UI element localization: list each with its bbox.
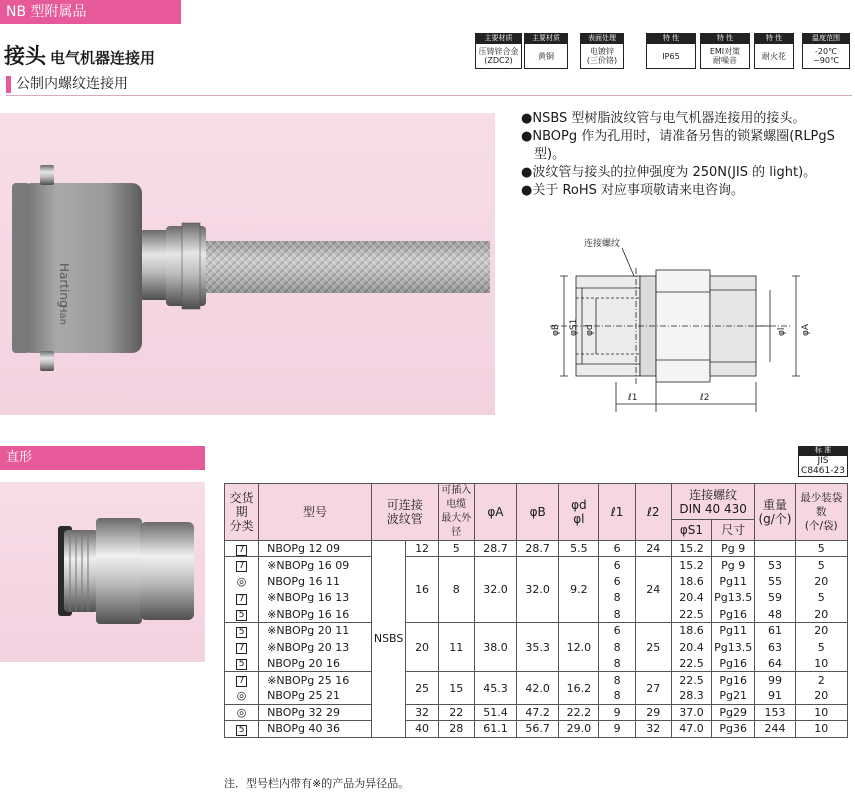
table-row: 5 ※NBOPg 20 11 20 11 38.0 35.3 12.0 6 25 18.6 Pg11 61 20	[225, 622, 848, 638]
section-subtitle: 公制内螺纹连接用	[6, 74, 852, 96]
class-badge: ◎	[225, 704, 259, 720]
class-badge: 5	[236, 627, 247, 638]
svg-text:Harting: Harting	[57, 263, 71, 308]
title-sub: 电气机器连接用	[50, 49, 156, 67]
model-cell: ※NBOPg 16 16	[259, 606, 372, 622]
col-conduit: 可连接 波纹管	[371, 484, 438, 541]
table-row: 5 ※NBOPg 16 16 8 22.5 Pg16 48 20	[225, 606, 848, 622]
col-phiS1: φS1	[671, 520, 711, 541]
svg-text:Han: Han	[57, 305, 68, 325]
col-weight: 重量 (g/个)	[755, 484, 795, 541]
feature-list	[521, 110, 841, 200]
dim-phid: φd	[585, 324, 595, 336]
col-max-od: 可插入 电缆 最大外径	[438, 484, 474, 541]
col-l2: ℓ2	[635, 484, 671, 541]
dimension-diagram	[540, 232, 850, 420]
table-row: 5 NBOPg 40 36 40 28 61.1 56.7 29.0 9 32 47.0 Pg36 244 10	[225, 721, 848, 737]
class-badge: 7	[236, 561, 247, 572]
model-cell: ※NBOPg 20 13	[259, 639, 372, 655]
col-phiA: φA	[474, 484, 516, 541]
table-row: 7 ※NBOPg 25 16 25 15 45.3 42.0 16.2 8 27 22.5 Pg16 99 2	[225, 672, 848, 688]
callout-label: 连接螺纹	[584, 239, 621, 249]
col-phiB: φB	[517, 484, 559, 541]
table-row: ◎ NBOPg 32 29 32 22 51.4 47.2 22.2 9 29 37.0 Pg29 153 10	[225, 704, 848, 720]
class-badge: ◎	[225, 573, 259, 589]
footnote: 注．型号栏内带有※的产品为异径品。	[224, 777, 410, 790]
model-cell: NBOPg 16 11	[259, 573, 372, 589]
spec-feature-spark: 特 性 耐火花	[754, 33, 794, 69]
table-row: 7 ※NBOPg 16 09 16 8 32.0 32.0 9.2 6 24 15.2 Pg 9 53 5	[225, 557, 848, 573]
model-cell: NBOPg 32 29	[259, 704, 372, 720]
feature-item: ●波纹管与接头的拉伸强度为 250N(JIS 的 light)。	[521, 165, 817, 180]
table-row: ◎ NBOPg 25 21 8 28.3 Pg21 91 20	[225, 688, 848, 704]
class-badge: 7	[236, 643, 247, 654]
table-row: 7 NBOPg 12 09 NSBS 12 5 28.7 28.7 5.5 6 24 15.2 Pg 9 5	[225, 541, 848, 557]
spec-table	[224, 483, 848, 738]
model-cell: ※NBOPg 25 16	[259, 672, 372, 688]
title-main: 接头	[4, 44, 46, 68]
straight-product-photo	[0, 482, 205, 662]
table-row: ◎ NBOPg 16 11 6 18.6 Pg11 55 20	[225, 573, 848, 589]
model-cell: ※NBOPg 20 11	[259, 622, 372, 638]
page-title	[4, 40, 155, 70]
class-badge: 5	[236, 610, 247, 621]
class-badge: 7	[236, 545, 247, 556]
spec-material-1: 主要材质 压铸锌合金 (ZDC2)	[475, 33, 522, 69]
spec-surface: 表面处理 电镀锌 (三价铬)	[580, 33, 624, 69]
table-row: 7 ※NBOPg 16 13 8 20.4 Pg13.5 59 5	[225, 590, 848, 606]
fitting-illustration	[0, 482, 205, 662]
dim-phiB: φB	[551, 323, 561, 336]
dim-l2: ℓ2	[700, 393, 710, 403]
spec-temperature: 温度范围 -20℃ ~90℃	[802, 33, 850, 69]
product-photo	[0, 113, 495, 415]
spec-feature-emi: 特 性 EMI对策 耐噪音	[700, 33, 750, 69]
col-phid: φd φl	[559, 484, 599, 541]
spec-feature-ip: 特 性 IP65	[646, 33, 696, 69]
dim-l1: ℓ1	[628, 393, 638, 403]
model-cell: NBOPg 25 21	[259, 688, 372, 704]
dim-phiA: φA	[801, 323, 811, 336]
standard-box: 标 准 JIS C8461-23	[798, 446, 848, 477]
model-cell: NBOPg 20 16	[259, 655, 372, 671]
model-cell: ※NBOPg 16 13	[259, 590, 372, 606]
spec-material-2: 主要材质 黄铜	[524, 33, 568, 69]
col-class: 交货期 分类	[225, 484, 259, 541]
feature-item: ●NBOPg 作为孔用时，请准备另售的锁紧螺圈(RLPgS 型)。	[521, 129, 835, 162]
dim-phiS1: φS1	[569, 318, 579, 336]
col-l1: ℓ1	[599, 484, 635, 541]
dim-phil: φl	[777, 327, 787, 336]
col-size: 尺寸	[712, 520, 755, 541]
feature-item: ●关于 RoHS 对应事项敬请来电咨询。	[521, 183, 745, 198]
class-badge: ◎	[225, 688, 259, 704]
col-thread: 连接螺纹 DIN 40 430	[671, 484, 755, 520]
col-model: 型号	[259, 484, 372, 541]
class-badge: 7	[236, 594, 247, 605]
class-badge: 5	[236, 659, 247, 670]
category-bar	[0, 0, 181, 24]
class-badge: 5	[236, 725, 247, 736]
model-cell: NBOPg 40 36	[259, 721, 372, 737]
category-label: NB 型附属品	[6, 4, 87, 20]
model-cell: ※NBOPg 16 09	[259, 557, 372, 573]
model-cell: NBOPg 12 09	[259, 541, 372, 557]
table-row: 5 NBOPg 20 16 8 22.5 Pg16 64 10	[225, 655, 848, 671]
section-straight: 直形	[0, 446, 205, 470]
connector-illustration	[0, 113, 495, 415]
feature-item: ●NSBS 型树脂波纹管与电气机器连接用的接头。	[521, 111, 806, 126]
col-minpack: 最少装袋数 (个/袋)	[795, 484, 847, 541]
table-row: 7 ※NBOPg 20 13 8 20.4 Pg13.5 63 5	[225, 639, 848, 655]
class-badge: 7	[236, 676, 247, 687]
conduit-type: NSBS	[371, 541, 406, 738]
